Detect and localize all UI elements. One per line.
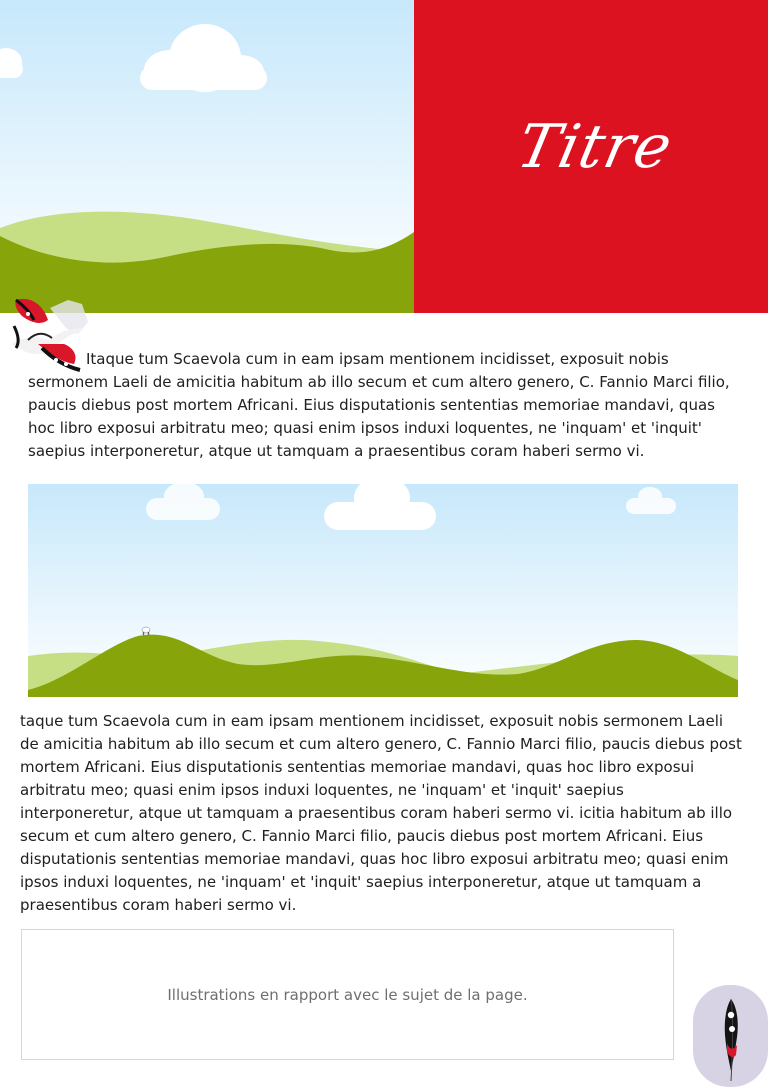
body-paragraph: taque tum Scaevola cum in eam ipsam mentionem incidisset, exposuit nobis sermonem Laeli de amicitia habitum ab illo secum et cum altero genero, C. Fannio Marci filio, paucis diebus post mortem Africani. Eius disputationis sententias memoriae mandavi, quas hoc libro exposui arbitratu meo; quasi enim ipsos induxi loquentes, ne 'inquam' et 'inquit' saepius interponeretur, atque ut tamquam a praesentibus coram haberi sermo vi. icitia habitum ab illo secum et cum altero genero, C. Fannio Marci filio, paucis diebus post mortem Africani. Eius disputationis sententias memoriae mandavi, quas hoc libro exposui arbitratu meo; quasi enim ipsos induxi loquentes, ne 'inquam' et 'inquit' saepius interponeretur, atque ut tamquam a praesentibus coram haberi sermo vi. (20, 712, 742, 914)
feather-icon (693, 985, 768, 1087)
page-title: Titre (511, 112, 679, 182)
wide-landscape-illustration (28, 484, 738, 697)
illustration-caption-box (21, 929, 674, 1060)
title-panel (414, 0, 768, 313)
intro-paragraph: Itaque tum Scaevola cum in eam ipsam mentionem incidisset, exposuit nobis sermonem Laeli de amicitia habitum ab illo secum et cum altero genero, C. Fannio Marci filio, paucis diebus post mortem Africani. Eius disputationis sententias memoriae mandavi, quas hoc libro exposui arbitratu meo; quasi enim ipsos induxi loquentes, ne 'inquam' et 'inquit' saepius interponeretur, atque ut tamquam a praesentibus coram haberi sermo vi. (28, 350, 730, 460)
feather-badge (693, 985, 768, 1087)
hero-landscape-illustration (0, 0, 414, 313)
caption-text: Illustrations en rapport avec le sujet de la page. (167, 985, 528, 1004)
